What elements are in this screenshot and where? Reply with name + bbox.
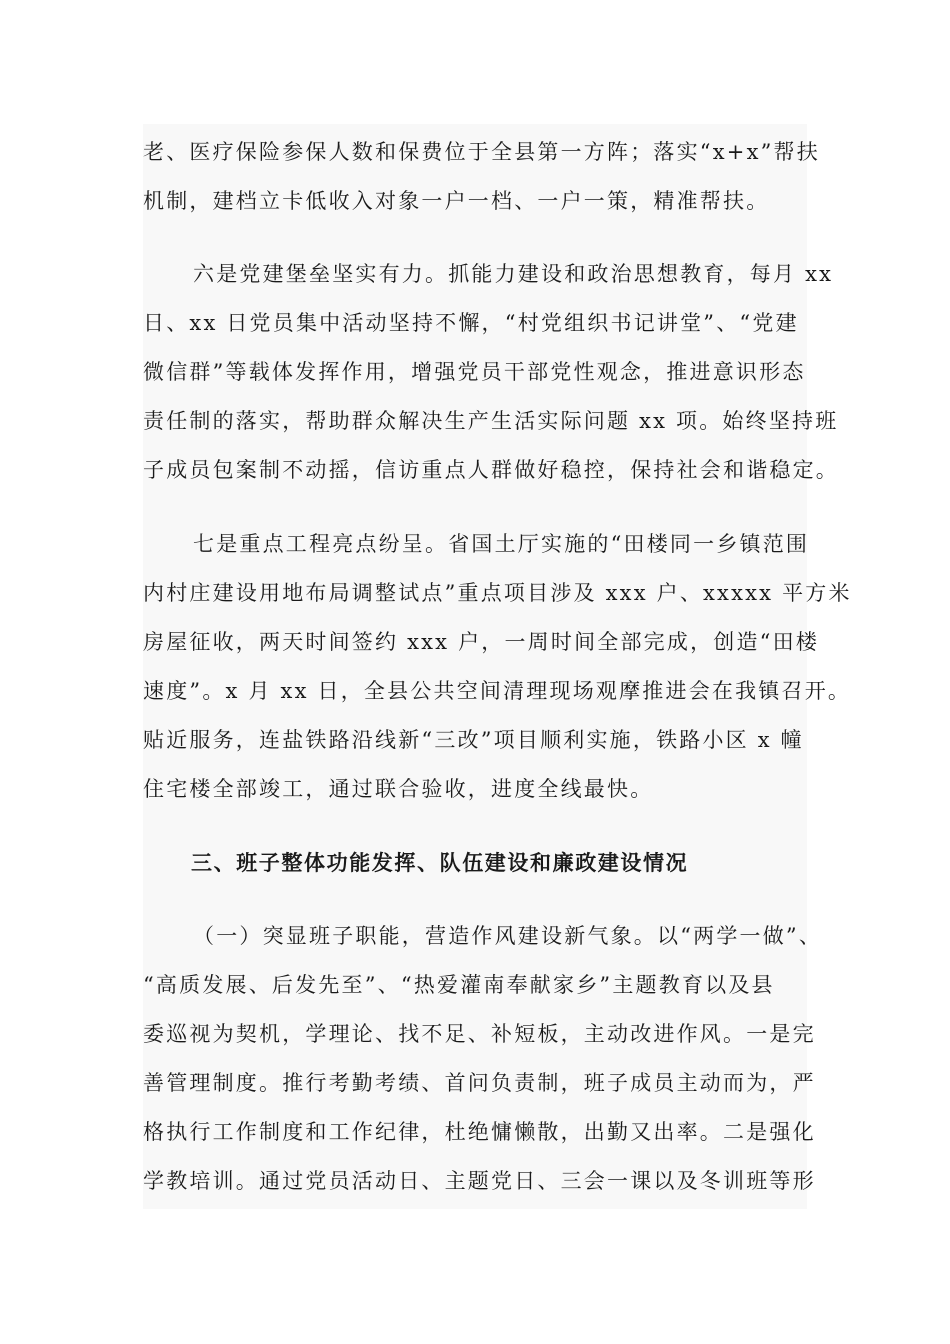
text-line: 子成员包案制不动摇，信访重点人群做好稳控，保持社会和谐稳定。	[143, 458, 839, 482]
paragraph-start-line: 六是党建堡垒坚实有力。抓能力建设和政治思想教育，每月 xx	[193, 262, 834, 286]
paragraph-start-line: （一）突显班子职能，营造作风建设新气象。以“两学一做”、	[193, 924, 823, 948]
text-line: 委巡视为契机，学理论、找不足、补短板，主动改进作风。一是完	[143, 1022, 816, 1046]
text-line: 老、医疗保险参保人数和保费位于全县第一方阵；落实“x+x”帮扶	[143, 140, 820, 164]
text-line: 日、xx 日党员集中活动坚持不懈，“村党组织书记讲堂”、“党建	[143, 311, 799, 335]
text-line: 房屋征收，两天时间签约 xxx 户，一周时间全部完成，创造“田楼	[143, 630, 820, 654]
text-line: 贴近服务，连盐铁路沿线新“三改”项目顺利实施，铁路小区 x 幢	[143, 728, 804, 752]
text-line: 格执行工作制度和工作纪律，杜绝慵懒散，出勤又出率。二是强化	[143, 1120, 816, 1144]
text-line: 学教培训。通过党员活动日、主题党日、三会一课以及冬训班等形	[143, 1169, 816, 1193]
text-line: 机制，建档立卡低收入对象一户一档、一户一策，精准帮扶。	[143, 189, 770, 213]
section-heading: 三、班子整体功能发挥、队伍建设和廉政建设情况	[191, 850, 689, 875]
text-line: “高质发展、后发先至”、“热爱灌南奉献家乡”主题教育以及县	[143, 973, 775, 997]
text-line: 住宅楼全部竣工，通过联合验收，进度全线最快。	[143, 777, 654, 801]
paragraph-start-line: 七是重点工程亮点纷呈。省国土厅实施的“田楼同一乡镇范围	[193, 532, 810, 556]
text-line: 微信群”等载体发挥作用，增强党员干部党性观念，推进意识形态	[143, 360, 806, 384]
text-line: 内村庄建设用地布局调整试点”重点项目涉及 xxx 户、xxxxx 平方米	[143, 581, 852, 605]
text-line: 责任制的落实，帮助群众解决生产生活实际问题 xx 项。始终坚持班	[143, 409, 839, 433]
text-line: 善管理制度。推行考勤考绩、首问负责制，班子成员主动而为，严	[143, 1071, 816, 1095]
text-line: 速度”。x 月 xx 日，全县公共空间清理现场观摩推进会在我镇召开。	[143, 679, 852, 703]
document-page	[143, 124, 852, 1209]
